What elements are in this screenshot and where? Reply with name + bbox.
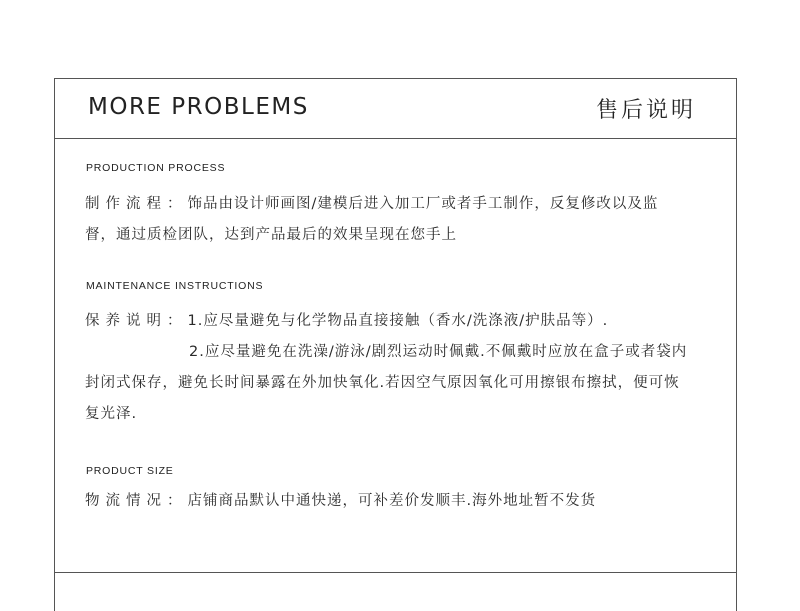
page-title: MORE PROBLEMS: [88, 94, 309, 120]
maintenance-line-2: [85, 337, 740, 368]
production-paragraph: [85, 189, 740, 251]
production-text-1: 饰品由设计师画图/建模后进入加工厂或者手工制作，反复修改以及监: [187, 196, 659, 212]
maintenance-line-1: [85, 306, 740, 337]
size-heading: PRODUCT SIZE: [86, 465, 174, 477]
production-line-2: 督，通过质检团队，达到产品最后的效果呈现在您手上: [85, 227, 457, 243]
content-frame: [54, 78, 737, 611]
production-line-1: [85, 189, 740, 220]
maintenance-item-1: 1.应尽量避免与化学物品直接接触（香水/洗涤液/护肤品等）.: [187, 313, 609, 329]
maintenance-line-3: 封闭式保存，避免长时间暴露在外加快氧化.若因空气原因氧化可用擦银布擦拭，便可恢: [85, 375, 680, 391]
maintenance-line-4: 复光泽.: [85, 406, 138, 422]
size-label: 物流情况：: [85, 493, 188, 509]
maintenance-paragraph: [85, 306, 740, 430]
size-text-1: 店铺商品默认中通快递，可补差价发顺丰.海外地址暂不发货: [187, 493, 597, 509]
maintenance-heading: MAINTENANCE INSTRUCTIONS: [86, 280, 264, 292]
size-line-1: [85, 486, 740, 517]
production-label: 制作流程：: [85, 196, 188, 212]
header-bar: [55, 79, 736, 139]
bottom-divider: [55, 572, 736, 573]
production-heading: PRODUCTION PROCESS: [86, 162, 226, 174]
page-title-cn: 售后说明: [595, 98, 696, 123]
size-paragraph: [85, 486, 740, 517]
maintenance-label: 保养说明：: [85, 313, 188, 329]
maintenance-item-2: 2.应尽量避免在洗澡/游泳/剧烈运动时佩戴.不佩戴时应放在盒子或者袋内: [189, 344, 688, 360]
